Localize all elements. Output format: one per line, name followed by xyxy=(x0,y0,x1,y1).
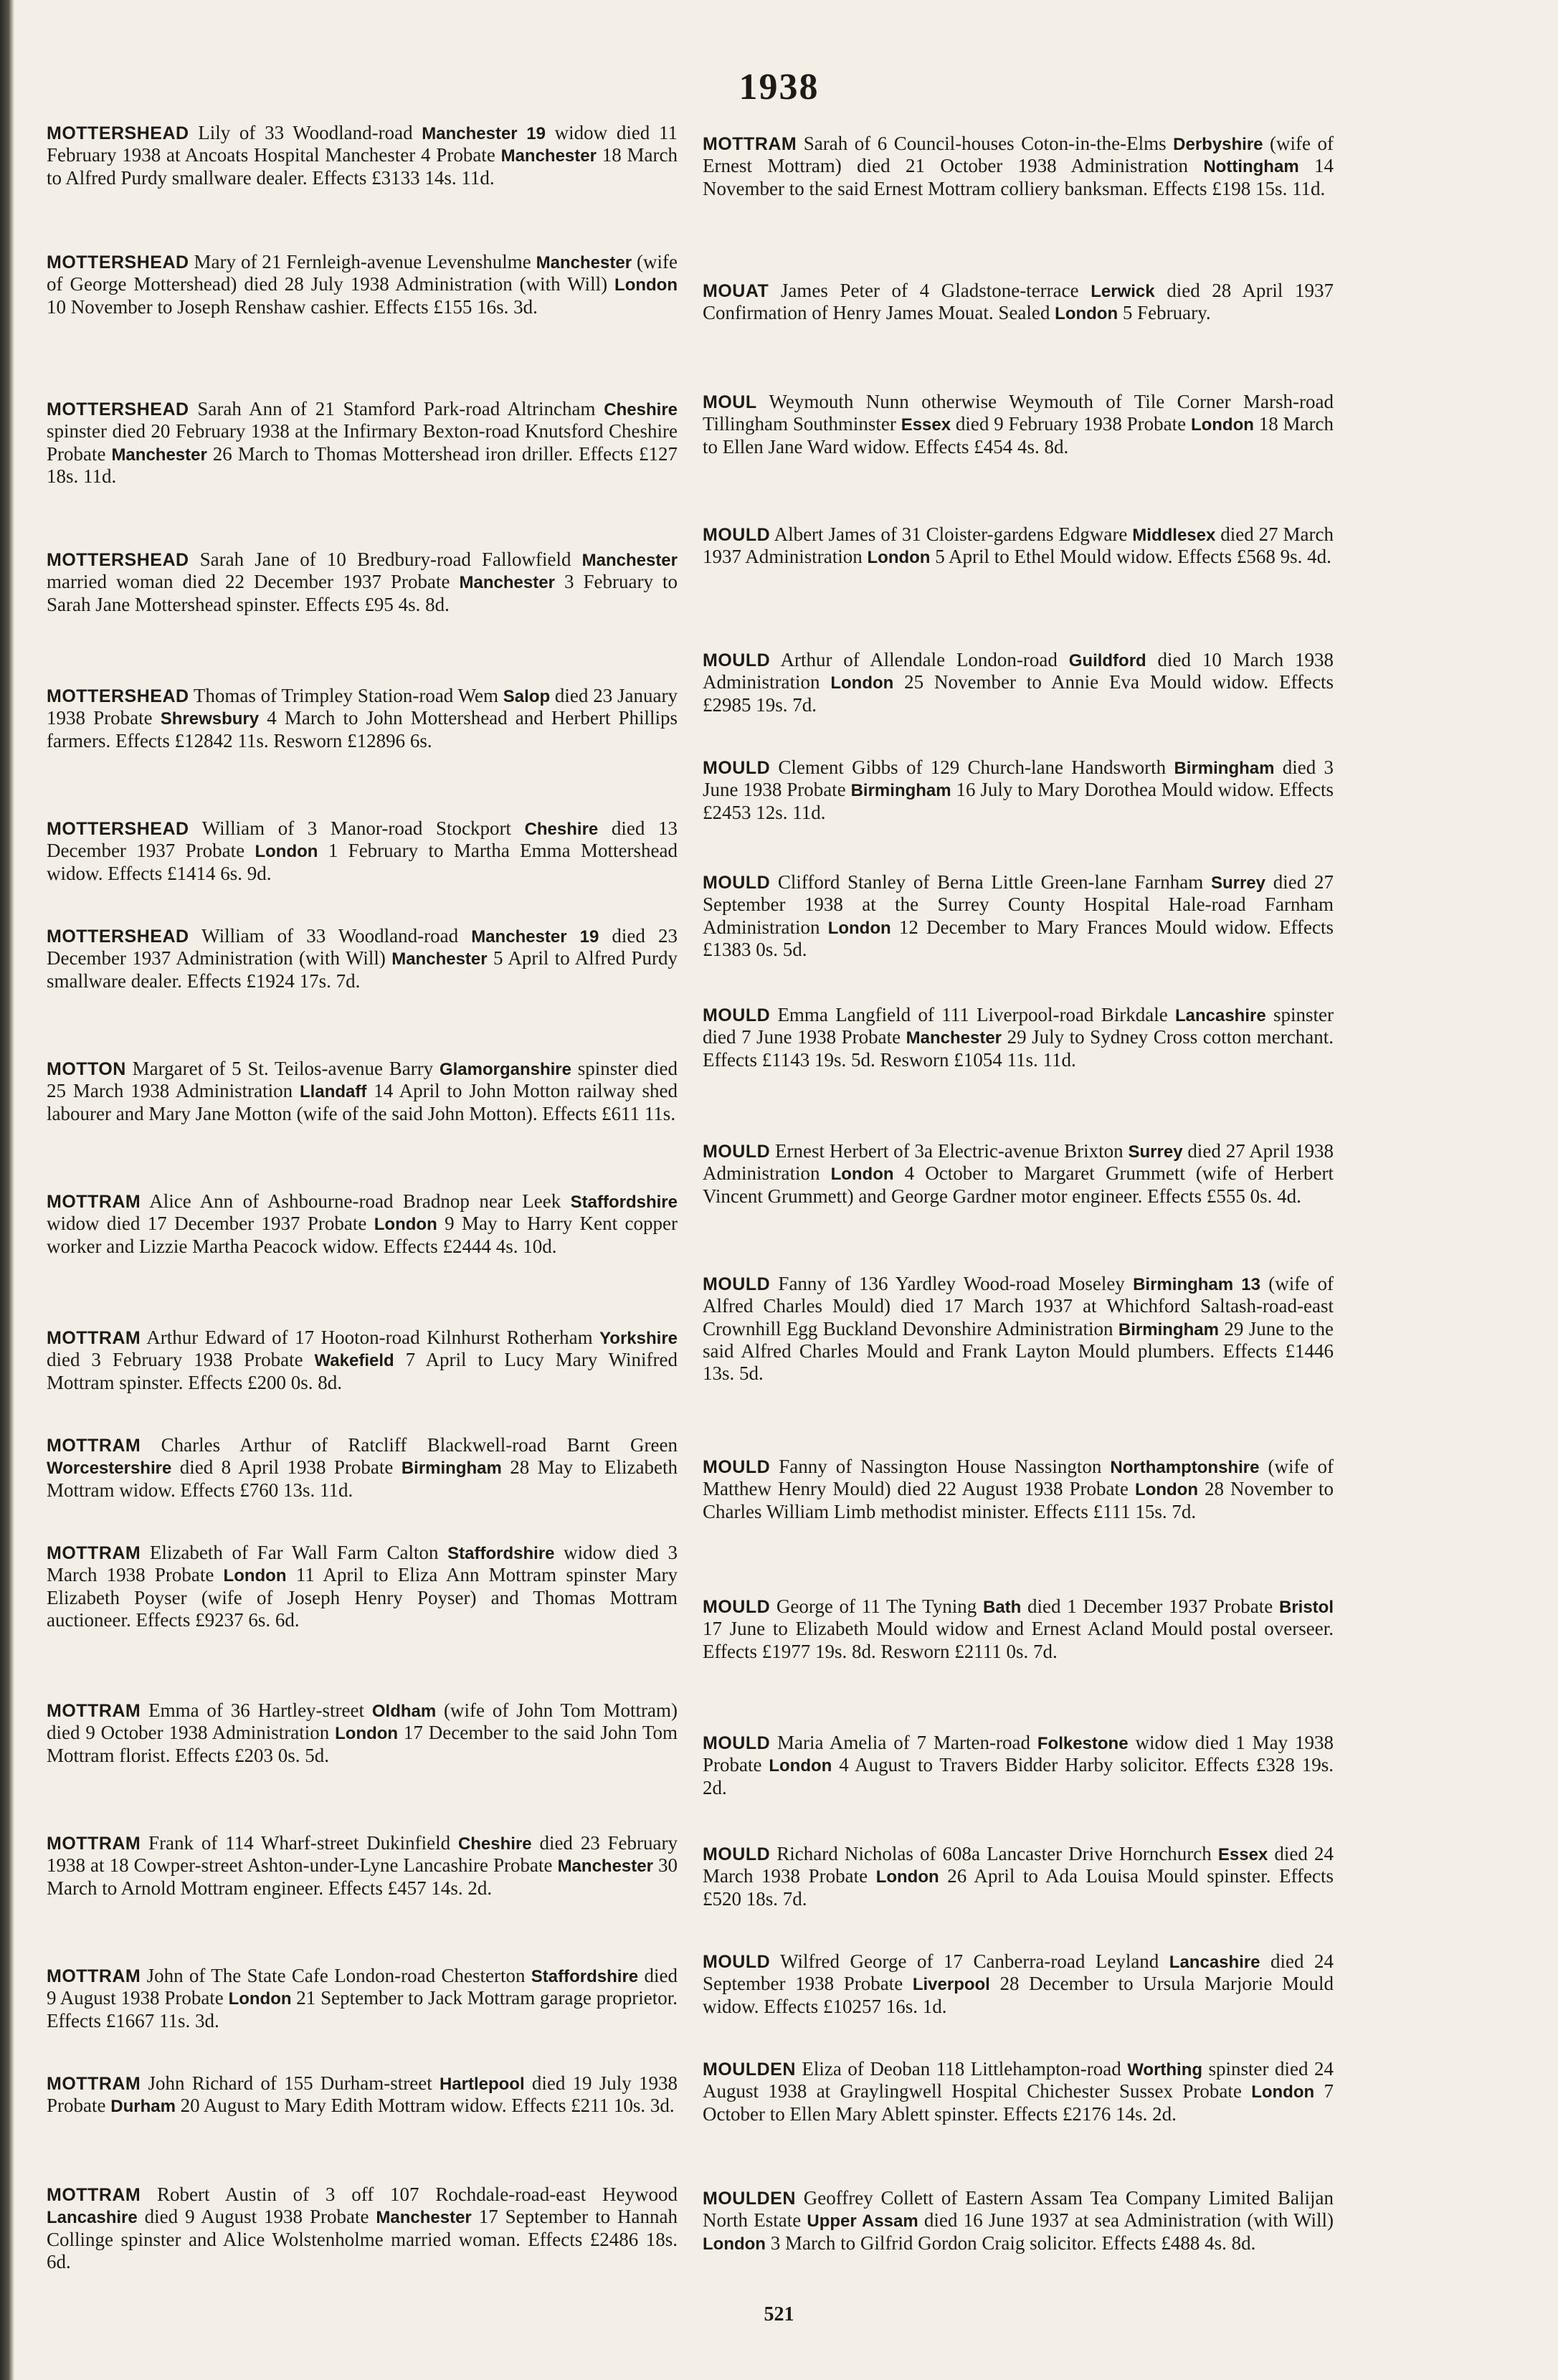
entry-text: Thomas of Trimpley Station-road Wem xyxy=(189,685,503,706)
entry-text: 18 March to Ellen Jane Ward widow. Effects £454 4s. 8d. xyxy=(703,413,1334,457)
entry-text: died 24 September 1938 Probate xyxy=(703,1950,1334,1995)
entry-place: Hartlepool xyxy=(439,2075,525,2094)
probate-entry xyxy=(47,251,678,318)
entry-text: died 23 February 1938 at 18 Cowper-street Ashton-under-Lyne Lancashire Probate xyxy=(47,1832,678,1877)
entry-text: Clement Gibbs of 129 Church-lane Handsworth xyxy=(770,757,1174,778)
entry-place: London xyxy=(867,548,931,568)
entry-text: Arthur of Allendale London-road xyxy=(770,649,1069,670)
entry-place: London xyxy=(827,918,891,938)
entry-place: Derbyshire xyxy=(1173,135,1263,154)
entry-place: Manchester xyxy=(906,1028,1002,1048)
probate-entry xyxy=(703,133,1334,200)
entry-surname: MOTTON xyxy=(47,1059,126,1079)
entry-text: 26 March to Thomas Mottershead iron driller. Effects £127 18s. 11d. xyxy=(47,442,678,487)
entry-text: John of The State Cafe London-road Chesterton xyxy=(141,1965,531,1986)
entry-surname: MOTTERSHEAD xyxy=(47,686,189,706)
entry-text: Maria Amelia of 7 Marten-road xyxy=(770,1732,1037,1753)
entry-surname: MOULD xyxy=(703,1005,771,1025)
entry-text: Emma of 36 Hartley-street xyxy=(141,1699,372,1721)
probate-entry xyxy=(703,2187,1334,2255)
entry-surname: MOULD xyxy=(703,1952,771,1972)
entry-text: 28 December to Ursula Marjorie Mould widow. Effects £10257 16s. 1d. xyxy=(703,1973,1334,2017)
entry-text: spinster died 20 February 1938 at the Infirmary Bexton-road Knutsford Cheshire Probate xyxy=(47,420,678,465)
entry-surname: MOULD xyxy=(703,1597,771,1617)
probate-entry xyxy=(47,2072,678,2118)
probate-entry xyxy=(47,549,678,616)
entry-place: Llandaff xyxy=(300,1082,367,1102)
entry-text: 28 May to Elizabeth Mottram widow. Effects £760 13s. 11d. xyxy=(47,1456,678,1501)
entry-surname: MOTTERSHEAD xyxy=(47,399,189,419)
entry-text: Weymouth Nunn otherwise Weymouth of Tile Corner Marsh-road Tillingham Southminster xyxy=(703,391,1334,435)
entry-text: died 28 April 1937 Confirmation of Henry James Mouat. Sealed xyxy=(703,280,1334,324)
entry-place: Cheshire xyxy=(524,820,599,839)
probate-entry xyxy=(47,1699,678,1767)
probate-entry xyxy=(47,398,678,488)
entry-place: Salop xyxy=(503,687,551,706)
probate-entry xyxy=(703,649,1334,716)
entry-place: Guildford xyxy=(1068,651,1146,670)
entry-place: London xyxy=(228,1989,292,2009)
entry-text: spinster died 24 August 1938 at Graylingwell Hospital Chichester Sussex Probate xyxy=(703,2058,1334,2102)
entry-text: 3 March to Gilfrid Gordon Craig solicitor. Effects £488 4s. 8d. xyxy=(765,2232,1256,2254)
entry-surname: MOTTERSHEAD xyxy=(47,252,189,272)
entry-place: Manchester xyxy=(111,445,207,465)
entry-place: Manchester 19 xyxy=(422,124,546,143)
entry-surname: MOULD xyxy=(703,1733,771,1753)
entry-place: Surrey xyxy=(1210,873,1265,893)
entry-place: Lancashire xyxy=(1169,1953,1260,1972)
entry-text: Mary of 21 Fernleigh-avenue Levenshulme xyxy=(189,251,536,272)
entry-text: 30 March to Arnold Mottram engineer. Effects £457 14s. 2d. xyxy=(47,1854,678,1899)
entry-text: 17 June to Elizabeth Mould widow and Ernest Acland Mould postal overseer. Effects £1977 19s. 8d. Resworn £2111 0s. 7d. xyxy=(703,1618,1334,1662)
entry-place: Yorkshire xyxy=(599,1329,678,1348)
entry-place: London xyxy=(614,275,678,295)
entry-text: Clifford Stanley of Berna Little Green-lane Farnham xyxy=(770,871,1211,893)
entry-surname: MOUL xyxy=(703,392,757,412)
entry-text: widow died 17 December 1937 Probate xyxy=(47,1213,374,1235)
entry-text: died 3 June 1938 Probate xyxy=(703,757,1334,801)
entry-place: Glamorganshire xyxy=(439,1060,571,1079)
entry-place: Birmingham xyxy=(1118,1319,1219,1340)
entry-text: Lily of 33 Woodland-road xyxy=(189,122,422,143)
entry-text: 14 November to the said Ernest Mottram colliery banksman. Effects £198 15s. 11d. xyxy=(703,155,1334,199)
entry-place: Worcestershire xyxy=(47,1459,172,1479)
probate-entry xyxy=(47,1542,678,1631)
entry-text: 4 March to John Mottershead and Herbert Phillips farmers. Effects £12842 11s. Resworn £12896 6s. xyxy=(47,707,678,752)
entry-place: Staffordshire xyxy=(570,1193,678,1212)
entry-surname: MOULD xyxy=(703,1142,771,1162)
entry-place: Manchester xyxy=(536,253,632,272)
entry-place: Oldham xyxy=(371,1702,437,1721)
entry-surname: MOTTRAM xyxy=(47,1436,141,1456)
probate-entry xyxy=(703,1140,1334,1208)
entry-place: Staffordshire xyxy=(531,1967,639,1986)
entry-text: William of 33 Woodland-road xyxy=(189,925,472,947)
probate-entry xyxy=(703,1732,1334,1799)
entry-text: died 19 July 1938 Probate xyxy=(47,2072,678,2117)
entry-place: Lerwick xyxy=(1091,282,1155,301)
entry-text: (wife of John Tom Mottram) died 9 October 1938 Administration xyxy=(47,1699,678,1744)
entry-text: 18 March to Alfred Purdy smallware dealer. Effects £3133 14s. 11d. xyxy=(47,144,678,189)
entry-surname: MOTTRAM xyxy=(47,1701,141,1721)
entry-place: London xyxy=(223,1566,287,1586)
entry-place: London xyxy=(1251,2082,1315,2102)
entry-text: Geoffrey Collett of Eastern Assam Tea Company Limited Balijan North Estate xyxy=(703,2187,1334,2232)
entry-text: George of 11 The Tyning xyxy=(770,1596,983,1617)
probate-entry xyxy=(703,757,1334,824)
entry-text: 4 August to Travers Bidder Harby solicitor. Effects £328 19s. 2d. xyxy=(703,1754,1334,1798)
entry-place: London xyxy=(1135,1480,1198,1500)
probate-entry xyxy=(703,2058,1334,2125)
entry-place: London xyxy=(875,1867,939,1887)
probate-entry xyxy=(703,280,1334,325)
entry-text: (wife of Ernest Mottram) died 21 October 1938 Administration xyxy=(703,133,1334,177)
entry-surname: MOULD xyxy=(703,1844,771,1864)
entry-text: 11 April to Eliza Ann Mottram spinster Mary Elizabeth Poyser (wife of Joseph Henry Poyser) and Thomas Mottram auctioneer. Effects £9237 6s. 6d. xyxy=(47,1564,678,1631)
entry-text: spinster died 7 June 1938 Probate xyxy=(703,1004,1334,1048)
entry-place: Bristol xyxy=(1278,1598,1334,1617)
entry-text: widow died 3 March 1938 Probate xyxy=(47,1542,678,1586)
entry-text: died 23 January 1938 Probate xyxy=(47,685,678,729)
probate-entry xyxy=(47,1327,678,1394)
entry-surname: MOULDEN xyxy=(703,2189,796,2209)
entry-place: Cheshire xyxy=(604,400,678,419)
entry-place: Lancashire xyxy=(47,2208,138,2228)
entry-text: 7 April to Lucy Mary Winifred Mottram spinster. Effects £200 0s. 8d. xyxy=(47,1349,678,1393)
entry-place: Birmingham 13 xyxy=(1133,1275,1260,1294)
entry-surname: MOULD xyxy=(703,650,771,670)
entry-text: 20 August to Mary Edith Mottram widow. Effects £211 10s. 3d. xyxy=(175,2095,675,2117)
probate-entry xyxy=(703,1456,1334,1523)
entry-text: Sarah Ann of 21 Stamford Park-road Altrincham xyxy=(189,398,604,419)
entry-text: died 9 August 1938 Probate xyxy=(137,2206,376,2228)
entry-text: died 3 February 1938 Probate xyxy=(47,1349,315,1371)
entry-surname: MOULD xyxy=(703,873,771,893)
entry-surname: MOTTRAM xyxy=(47,2074,141,2094)
entry-place: Birmingham xyxy=(1174,759,1275,778)
entry-place: Nottingham xyxy=(1203,157,1299,177)
entry-place: Manchester xyxy=(500,146,597,166)
entry-text: 5 February. xyxy=(1118,302,1211,324)
scan-edge-shadow xyxy=(0,0,14,2380)
entry-text: (wife of Alfred Charles Mould) died 17 March 1937 at Whichford Saltash-road-east Crownhill Egg Buckland Devonshire Administration xyxy=(703,1273,1334,1340)
entry-text: died 9 February 1938 Probate xyxy=(951,413,1191,435)
page-year-heading: 1938 xyxy=(738,67,820,108)
entry-surname: MOULD xyxy=(703,758,771,778)
entry-place: London xyxy=(1055,304,1118,324)
entry-surname: MOTTERSHEAD xyxy=(47,819,189,839)
entry-place: Manchester xyxy=(557,1857,653,1877)
entry-text: Emma Langfield of 111 Liverpool-road Birkdale xyxy=(770,1004,1175,1025)
entry-surname: MOULD xyxy=(703,1457,771,1477)
entry-text: died 27 April 1938 Administration xyxy=(703,1140,1334,1185)
entry-text: Wilfred George of 17 Canberra-road Leyland xyxy=(770,1950,1169,1972)
entry-place: London xyxy=(769,1756,832,1776)
entry-place: Manchester 19 xyxy=(471,927,599,947)
entry-text: Sarah Jane of 10 Bredbury-road Fallowfield xyxy=(189,549,582,570)
entry-text: died 13 December 1937 Probate xyxy=(47,817,678,862)
entry-place: Essex xyxy=(901,415,951,435)
entry-text: died 27 March 1937 Administration xyxy=(703,523,1334,568)
entry-text: 26 April to Ada Louisa Mould spinster. Effects £520 18s. 7d. xyxy=(703,1865,1334,1910)
entry-text: Alice Ann of Ashbourne-road Bradnop near Leek xyxy=(141,1190,571,1212)
entry-place: Folkestone xyxy=(1037,1734,1129,1753)
probate-entry xyxy=(703,1004,1334,1071)
probate-entry xyxy=(47,1434,678,1502)
entry-place: Manchester xyxy=(391,949,488,969)
entry-text: died 27 September 1938 at the Surrey County Hospital Hale-road Farnham Administration xyxy=(703,871,1334,938)
entry-surname: MOTTRAM xyxy=(47,1834,141,1854)
probate-entry xyxy=(703,391,1334,458)
entry-text: Richard Nicholas of 608a Lancaster Drive Hornchurch xyxy=(770,1843,1218,1864)
entry-text: 5 April to Alfred Purdy smallware dealer. Effects £1924 17s. 7d. xyxy=(47,947,678,992)
entry-text: Margaret of 5 St. Teilos-avenue Barry xyxy=(125,1058,440,1079)
entry-place: Liverpool xyxy=(912,1975,990,1995)
entry-text: Fanny of 136 Yardley Wood-road Moseley xyxy=(770,1273,1134,1294)
entry-text: married woman died 22 December 1937 Probate xyxy=(47,571,460,593)
entry-text: William of 3 Manor-road Stockport xyxy=(189,817,525,839)
probate-entry xyxy=(703,1596,1334,1663)
entry-surname: MOTTRAM xyxy=(703,134,797,154)
probate-entry xyxy=(703,1273,1334,1385)
entry-place: Wakefield xyxy=(314,1351,394,1371)
entry-place: Bath xyxy=(982,1598,1022,1617)
entry-text: Arthur Edward of 17 Hooton-road Kilnhurst Rotherham xyxy=(141,1327,600,1348)
entry-place: London xyxy=(374,1215,437,1235)
entry-place: Birmingham xyxy=(401,1459,502,1479)
entry-text: (wife of Matthew Henry Mould) died 22 August 1938 Probate xyxy=(703,1456,1334,1500)
probate-entry xyxy=(47,1190,678,1258)
entry-text: 28 November to Charles William Limb methodist minister. Effects £111 15s. 7d. xyxy=(703,1478,1334,1522)
entry-place: London xyxy=(335,1724,399,1744)
entry-text: 14 April to John Motton railway shed labourer and Mary Jane Motton (wife of the said John Motton). Effects £611 11s. xyxy=(47,1080,678,1124)
entry-text: 3 February to Sarah Jane Mottershead spinster. Effects £95 4s. 8d. xyxy=(47,571,678,615)
entry-text: Fanny of Nassington House Nassington xyxy=(770,1456,1111,1477)
entry-text: Frank of 114 Wharf-street Dukinfield xyxy=(141,1832,458,1854)
entry-text: John Richard of 155 Durham-street xyxy=(141,2072,440,2094)
entry-text: 16 July to Mary Dorothea Mould widow. Effects £2453 12s. 11d. xyxy=(703,779,1334,823)
entry-place: Upper Assam xyxy=(807,2211,918,2232)
probate-entry xyxy=(703,1950,1334,2018)
entry-place: London xyxy=(255,842,318,862)
entry-text: 17 December to the said John Tom Mottram florist. Effects £203 0s. 5d. xyxy=(47,1722,678,1766)
entry-text: Charles Arthur of Ratcliff Blackwell-road Barnt Green xyxy=(141,1434,678,1456)
entry-place: London xyxy=(703,2234,766,2254)
entry-text: 25 November to Annie Eva Mould widow. Effects £2985 19s. 7d. xyxy=(703,671,1334,716)
page-number: 521 xyxy=(764,2303,794,2326)
entry-text: died 8 April 1938 Probate xyxy=(171,1456,402,1479)
entry-place: Staffordshire xyxy=(447,1544,555,1563)
entry-surname: MOULD xyxy=(703,1274,771,1294)
entry-text: Eliza of Deoban 118 Littlehampton-road xyxy=(795,2058,1128,2080)
entry-text: 21 September to Jack Mottram garage proprietor. Effects £1667 11s. 3d. xyxy=(47,1987,678,2031)
entry-text: 10 November to Joseph Renshaw cashier. Effects £155 16s. 3d. xyxy=(47,295,538,318)
entry-text: 9 May to Harry Kent copper worker and Lizzie Martha Peacock widow. Effects £2444 4s. 10d. xyxy=(47,1213,678,1257)
probate-entry xyxy=(47,1832,678,1900)
entry-surname: MOTTERSHEAD xyxy=(47,926,189,947)
entry-place: Manchester xyxy=(376,2208,472,2228)
entry-text: 4 October to Margaret Grummett (wife of Herbert Vincent Grummett) and George Gardner motor engineer. Effects £555 0s. 4d. xyxy=(703,1162,1334,1207)
entry-text: died 9 August 1938 Probate xyxy=(47,1965,678,2009)
entry-place: Lancashire xyxy=(1174,1006,1266,1025)
entry-place: Shrewsbury xyxy=(160,709,260,729)
entry-text: Ernest Herbert of 3a Electric-avenue Brixton xyxy=(770,1140,1129,1162)
entry-text: 17 September to Hannah Collinge spinster and Alice Wolstenholme married woman. Effects £2486 18s. 6d. xyxy=(47,2206,678,2272)
entry-surname: MOTTERSHEAD xyxy=(47,550,189,570)
entry-text: 1 February to Martha Emma Mottershead widow. Effects £1414 6s. 9d. xyxy=(47,840,678,884)
entry-place: Manchester xyxy=(459,573,555,593)
entry-text: died 16 June 1937 at sea Administration (with Will) xyxy=(918,2209,1334,2232)
entry-text: Sarah of 6 Council-houses Coton-in-the-Elms xyxy=(797,133,1174,154)
entry-text: died 10 March 1938 Administration xyxy=(703,649,1334,693)
probate-entry xyxy=(47,1965,678,2032)
entry-text: died 24 March 1938 Probate xyxy=(703,1843,1334,1887)
entry-text: (wife of George Mottershead) died 28 July 1938 Administration (with Will) xyxy=(47,251,678,295)
entry-text: 12 December to Mary Frances Mould widow. Effects £1383 0s. 5d. xyxy=(703,916,1334,960)
entry-surname: MOUAT xyxy=(703,281,769,301)
entry-text: widow died 11 February 1938 at Ancoats Hospital Manchester 4 Probate xyxy=(47,122,678,166)
entry-text: died 1 December 1937 Probate xyxy=(1021,1596,1279,1617)
entry-text: widow died 1 May 1938 Probate xyxy=(703,1732,1334,1776)
probate-entry xyxy=(703,523,1334,569)
entry-surname: MOTTRAM xyxy=(47,1328,141,1348)
entry-text: 29 June to the said Alfred Charles Mould and Frank Layton Mould plumbers. Effects £1446 13s. 5d. xyxy=(703,1317,1334,1385)
entry-text: 5 April to Ethel Mould widow. Effects £568 9s. 4d. xyxy=(930,546,1331,568)
entry-place: Durham xyxy=(110,2097,176,2117)
entry-surname: MOTTERSHEAD xyxy=(47,123,189,143)
entry-surname: MOULDEN xyxy=(703,2059,796,2080)
entry-surname: MOTTRAM xyxy=(47,2185,141,2205)
probate-entry xyxy=(47,1058,678,1125)
entry-place: London xyxy=(830,673,894,693)
entry-surname: MOULD xyxy=(703,525,771,545)
entry-place: Essex xyxy=(1217,1845,1268,1864)
entry-text: Elizabeth of Far Wall Farm Calton xyxy=(141,1542,448,1563)
entry-place: Manchester xyxy=(581,551,678,570)
entry-text: 29 July to Sydney Cross cotton merchant. Effects £1143 19s. 5d. Resworn £1054 11s. 11d. xyxy=(703,1026,1334,1071)
entry-text: Albert James of 31 Cloister-gardens Edgware xyxy=(770,523,1133,545)
entry-text: 7 October to Ellen Mary Ablett spinster. Effects £2176 14s. 2d. xyxy=(703,2080,1334,2125)
entry-text: Robert Austin of 3 off 107 Rochdale-road-east Heywood xyxy=(141,2184,678,2205)
entry-text: James Peter of 4 Gladstone-terrace xyxy=(769,280,1091,301)
entry-text: spinster died 25 March 1938 Administration xyxy=(47,1058,678,1102)
entry-surname: MOTTRAM xyxy=(47,1543,141,1563)
probate-entry xyxy=(703,1843,1334,1910)
entry-place: London xyxy=(1190,415,1254,435)
entry-place: Birmingham xyxy=(850,781,951,801)
probate-entry xyxy=(47,2184,678,2273)
entry-surname: MOTTRAM xyxy=(47,1966,141,1986)
probate-entry xyxy=(47,817,678,885)
entry-place: Surrey xyxy=(1128,1142,1183,1162)
entry-place: Cheshire xyxy=(457,1834,532,1854)
probate-entry xyxy=(47,122,678,189)
entry-surname: MOTTRAM xyxy=(47,1192,141,1212)
entry-place: London xyxy=(830,1165,894,1185)
entry-place: Northamptonshire xyxy=(1110,1458,1260,1477)
entry-place: Middlesex xyxy=(1132,526,1216,545)
entry-text: died 23 December 1937 Administration (with Will) xyxy=(47,925,678,969)
entry-place: Worthing xyxy=(1127,2060,1203,2080)
probate-entry xyxy=(703,871,1334,961)
probate-entry xyxy=(47,925,678,992)
probate-entry xyxy=(47,685,678,752)
